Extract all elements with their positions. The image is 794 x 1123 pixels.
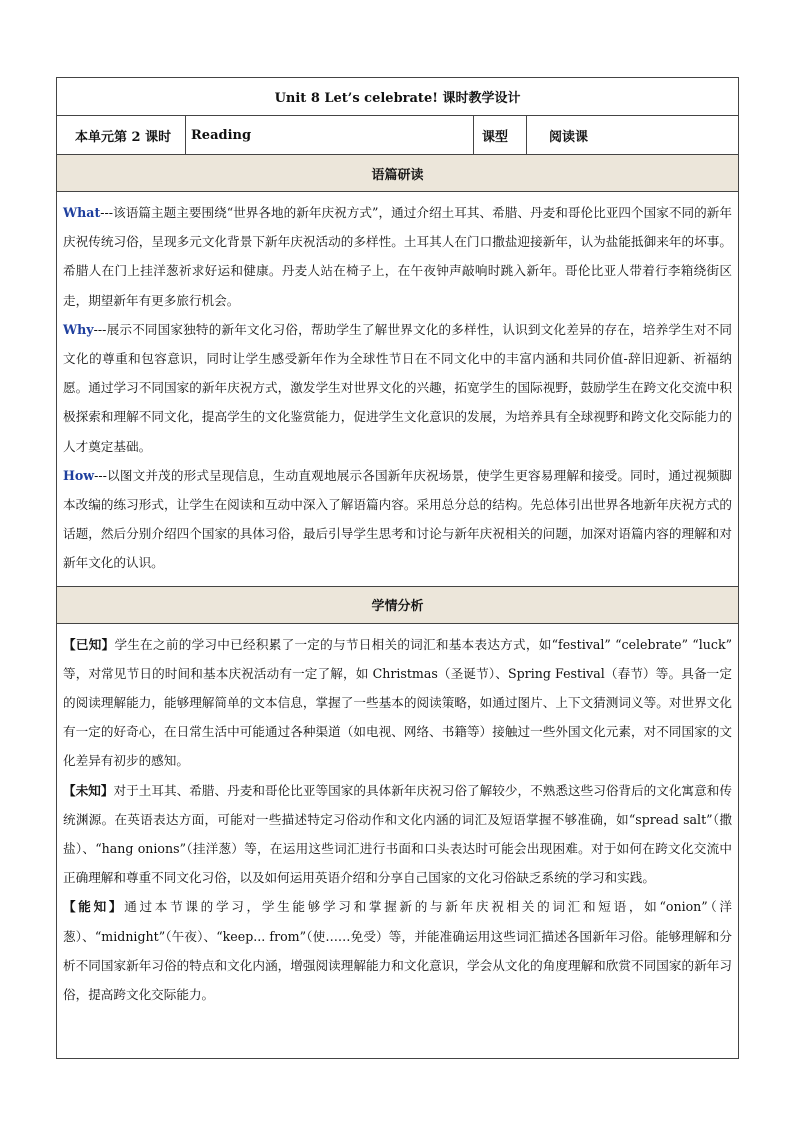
lesson-design-table <box>56 77 739 1059</box>
how-paragraph <box>63 461 732 578</box>
text-analysis-heading: 语篇研读 <box>57 155 739 192</box>
type-value: 阅读课 <box>527 116 739 155</box>
learner-analysis-body <box>57 623 739 1058</box>
type-label: 课型 <box>474 116 527 155</box>
info-row <box>57 116 739 155</box>
section-header-row <box>57 586 739 623</box>
what-lead: What <box>63 205 101 220</box>
text-analysis-body <box>57 192 739 587</box>
can-know-lead: 【能知】 <box>63 899 125 915</box>
document-title: Unit 8 Let’s celebrate! 课时教学设计 <box>57 78 739 116</box>
title-row <box>57 78 739 116</box>
section-header-row <box>57 155 739 192</box>
how-lead: How <box>63 467 95 483</box>
what-paragraph <box>63 198 732 315</box>
why-lead: Why <box>63 321 94 337</box>
text-analysis-row <box>57 192 739 587</box>
known-paragraph <box>63 630 732 776</box>
learner-analysis-heading: 学情分析 <box>57 586 739 623</box>
learner-analysis-content <box>63 630 732 1050</box>
why-text: ---展示不同国家独特的新年文化习俗，帮助学生了解世界文化的多样性，认识到文化差异的存在，培养学生对不同文化的尊重和包容意识，同时让学生感受新年作为全球性节日在不同文化中的丰富内涵和共同价值-辞旧迎新、祈福纳愿。通过学习不同国家的新年庆祝方式，激发学生对世界文化的兴趣，拓宽学生的国际视野，鼓励学生在跨文化交流中积极探索和理解不同文化，提高学生的文化鉴赏能力，促进学生文化意识的发展，为培养具有全球视野和跨文化交际能力的人才奠定基础。 <box>63 321 733 454</box>
can-know-text: 通过本节课的学习，学生能够学习和掌握新的与新年庆祝相关的词汇和短语，如“onion”（洋葱）、“midnight”（午夜）、“keep... from”（使……免受）等，并能准确运用这些词汇描述各国新年习俗。能够理解和分析不同国家新年习俗的特点和文化内涵，增强阅读理解能力和文化意识，学会从文化的角度理解和欣赏不同国家的新年习俗，提高跨文化交际能力。 <box>63 899 733 1003</box>
lesson-name: Reading <box>186 116 474 155</box>
known-lead: 【已知】 <box>63 636 115 652</box>
unknown-lead: 【未知】 <box>63 782 114 798</box>
lesson-label: 本单元第 2 课时 <box>57 116 186 155</box>
unknown-paragraph <box>63 776 732 893</box>
can-know-paragraph <box>63 892 732 1009</box>
why-paragraph <box>63 315 732 461</box>
known-text: 学生在之前的学习中已经积累了一定的与节日相关的词汇和基本表达方式，如“festival” “celebrate” “luck” 等，对常见节日的时间和基本庆祝活动有一定了解，如 Christmas（圣诞节）、Spring Festival（春节）等。具备一定的阅读理解能力，能够理解简单的文本信息，掌握了一些基本的阅读策略，如通过图片、上下文猜测词义等。对世界文化有一定的好奇心，在日常生活中可能通过各种渠道（如电视、网络、书籍等）接触过一些外国文化元素，对不同国家的文化差异有初步的感知。 <box>63 636 733 769</box>
what-text: ---该语篇主题主要围绕“世界各地的新年庆祝方式”，通过介绍土耳其、希腊、丹麦和哥伦比亚四个国家不同的新年庆祝传统习俗，呈现多元文化背景下新年庆祝活动的多样性。土耳其人在门口撒盐迎接新年，认为盐能抵御来年的坏事。希腊人在门上挂洋葱祈求好运和健康。丹麦人站在椅子上，在午夜钟声敲响时跳入新年。哥伦比亚人带着行李箱绕街区走，期望新年有更多旅行机会。 <box>63 205 733 308</box>
how-text: ---以图文并茂的形式呈现信息，生动直观地展示各国新年庆祝场景，使学生更容易理解和接受。同时，通过视频脚本改编的练习形式，让学生在阅读和互动中深入了解语篇内容。采用总分总的结构。先总体引出世界各地新年庆祝方式的话题，然后分别介绍四个国家的具体习俗，最后引导学生思考和讨论与新年庆祝相关的问题，加深对语篇内容的理解和对新年文化的认识。 <box>63 467 733 571</box>
unknown-text: 对于土耳其、希腊、丹麦和哥伦比亚等国家的具体新年庆祝习俗了解较少，不熟悉这些习俗背后的文化寓意和传统渊源。在英语表达方面，可能对一些描述特定习俗动作和文化内涵的词汇及短语掌握不够准确，如“spread salt”（撒盐）、“hang onions”（挂洋葱）等，在运用这些词汇进行书面和口头表达时可能会出现困难。对于如何在跨文化交流中正确理解和尊重不同文化习俗，以及如何运用英语介绍和分享自己国家的文化习俗缺乏系统的学习和实践。 <box>63 782 733 886</box>
learner-analysis-row <box>57 623 739 1058</box>
